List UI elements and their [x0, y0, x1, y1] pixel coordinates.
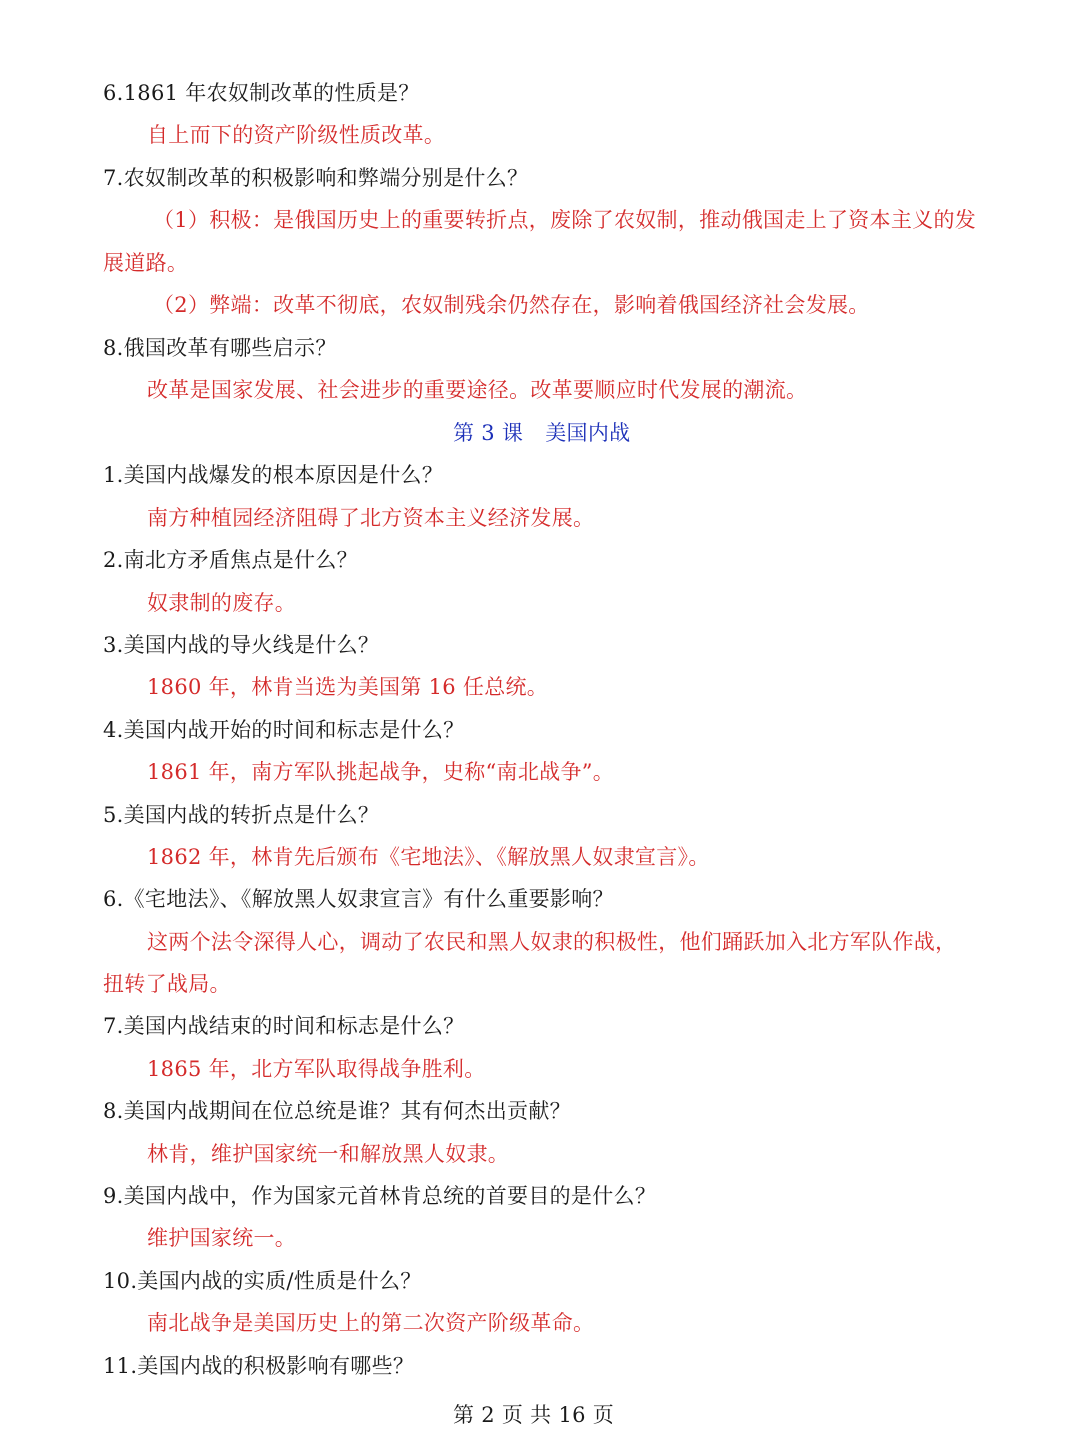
lesson-number: 第 3 课 — [453, 421, 524, 445]
answer: 南北战争是美国历史上的第二次资产阶级革命。 — [147, 1311, 595, 1335]
question: 8.俄国改革有哪些启示？ — [103, 336, 337, 360]
lesson-heading — [453, 418, 630, 448]
question: 3.美国内战的导火线是什么？ — [103, 633, 380, 657]
answer: 1865 年，北方军队取得战争胜利。 — [147, 1057, 486, 1081]
answer: 1862 年，林肯先后颁布《宅地法》、《解放黑人奴隶宣言》。 — [147, 845, 710, 869]
answer: 改革是国家发展、社会进步的重要途径。改革要顺应时代发展的潮流。 — [147, 378, 808, 402]
lesson-title: 美国内战 — [545, 421, 631, 445]
answer: 林肯，维护国家统一和解放黑人奴隶。 — [147, 1142, 510, 1166]
question: 7.美国内战结束的时间和标志是什么？ — [103, 1014, 465, 1038]
answer: 这两个法令深得人心，调动了农民和黑人奴隶的积极性，他们踊跃加入北方军队作战， — [147, 930, 957, 954]
answer-continuation: 展道路。 — [103, 251, 189, 275]
question: 10.美国内战的实质/性质是什么？ — [103, 1269, 422, 1293]
answer: 南方种植园经济阻碍了北方资本主义经济发展。 — [147, 506, 595, 530]
answer: （2）弊端：改革不彻底，农奴制残余仍然存在，影响着俄国经济社会发展。 — [153, 293, 870, 317]
question: 4.美国内战开始的时间和标志是什么？ — [103, 718, 465, 742]
question: 6.1861 年农奴制改革的性质是？ — [103, 81, 420, 105]
answer: 1860 年，林肯当选为美国第 16 任总统。 — [147, 675, 549, 699]
page-number-footer: 第 2 页 共 16 页 — [453, 1403, 615, 1427]
answer: 维护国家统一。 — [147, 1226, 297, 1250]
question: 1.美国内战爆发的根本原因是什么？ — [103, 463, 444, 487]
question: 11.美国内战的积极影响有哪些？ — [103, 1354, 415, 1378]
question: 6.《宅地法》、《解放黑人奴隶宣言》有什么重要影响？ — [103, 887, 614, 911]
answer: （1）积极：是俄国历史上的重要转折点，废除了农奴制，推动俄国走上了资本主义的发 — [153, 208, 977, 232]
answer-continuation: 扭转了战局。 — [103, 972, 231, 996]
question: 7.农奴制改革的积极影响和弊端分别是什么？ — [103, 166, 529, 190]
answer: 奴隶制的废存。 — [147, 591, 297, 615]
question: 9.美国内战中，作为国家元首林肯总统的首要目的是什么？ — [103, 1184, 657, 1208]
answer: 1861 年，南方军队挑起战争，史称“南北战争”。 — [147, 760, 615, 784]
question: 8.美国内战期间在位总统是谁？其有何杰出贡献？ — [103, 1099, 571, 1123]
answer: 自上而下的资产阶级性质改革。 — [147, 123, 446, 147]
question: 5.美国内战的转折点是什么？ — [103, 803, 380, 827]
question: 2.南北方矛盾焦点是什么？ — [103, 548, 358, 572]
